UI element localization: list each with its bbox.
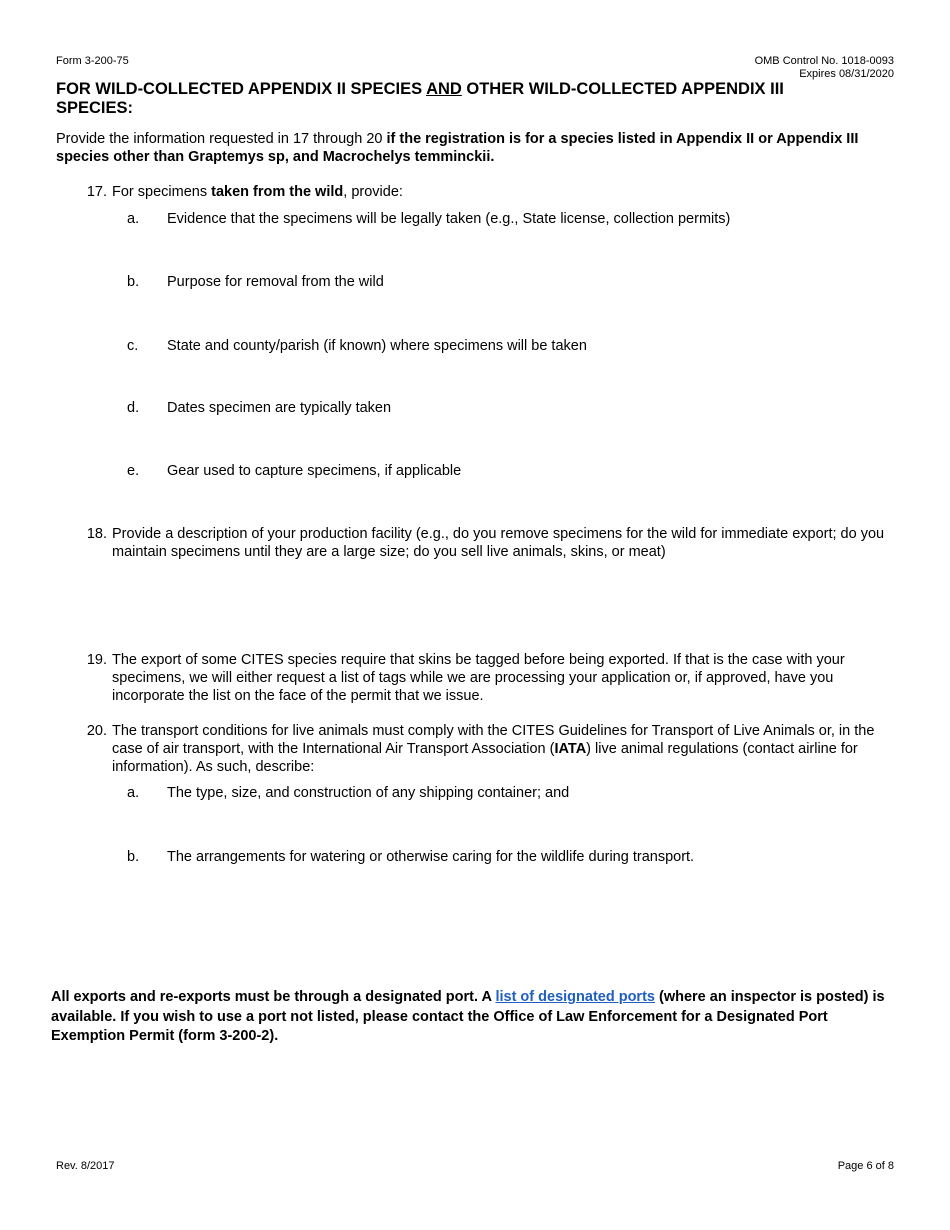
- question-17: [0, 183, 950, 203]
- question-17-number: 17.: [86, 184, 107, 200]
- q17-c-text: State and county/parish (if known) where specimens will be taken: [167, 338, 587, 354]
- q20-a-text: The type, size, and construction of any shipping container; and: [167, 785, 570, 801]
- section-title: [56, 80, 826, 118]
- note-post: (where an inspector is posted) is available. If you wish to use a port not listed, please contact the Office of Law Enforcement for a Designated Port Exemption Permit (form 3-200-2).: [51, 989, 885, 1044]
- question-20-text: [112, 722, 902, 776]
- intro-bold: if the registration is for a species listed in Appendix II or Appendix III species other than Graptemys sp, and Macrochelys temminckii.: [56, 131, 859, 165]
- question-20-bold: IATA: [554, 741, 587, 757]
- intro-paragraph: [56, 130, 896, 166]
- page-number: Page 6 of 8: [837, 1160, 894, 1172]
- question-17-text: [112, 183, 902, 201]
- designated-port-note: [51, 988, 901, 1047]
- question-19: [0, 651, 950, 707]
- title-and-underlined: AND: [426, 80, 462, 98]
- q17-d-text: Dates specimen are typically taken: [167, 400, 392, 416]
- question-18: [0, 525, 950, 565]
- q17-d-letter: d.: [127, 400, 140, 416]
- question-20-pre: The transport conditions for live animals must comply with the CITES Guidelines for Transport of Live Animals or, in the case of air transport, with the International Air Transport Association (: [112, 723, 875, 757]
- intro-plain: Provide the information requested in 17 through 20: [56, 131, 387, 147]
- q17-a-letter: a.: [127, 211, 140, 227]
- q17-e-letter: e.: [127, 463, 140, 479]
- title-part2: OTHER WILD-COLLECTED APPENDIX III SPECIES:: [56, 80, 784, 117]
- question-19-text: The export of some CITES species require that skins be tagged before being exported. If that is the case with your specimens, we will either request a list of tags while we are processing your application or, if approved, have you incorporate the list on the face of the permit that we issue.: [112, 652, 845, 704]
- question-17-bold: taken from the wild: [211, 184, 344, 200]
- designated-ports-link[interactable]: list of designated ports: [495, 989, 655, 1005]
- question-20: [0, 722, 950, 778]
- note-pre: All exports and re-exports must be through a designated port. A: [51, 989, 496, 1005]
- omb-info: [755, 55, 894, 81]
- expiration-date: Expires 08/31/2020: [799, 68, 894, 80]
- omb-control-number: OMB Control No. 1018-0093: [754, 55, 894, 67]
- q20-b-text: The arrangements for watering or otherwise caring for the wildlife during transport.: [167, 849, 695, 865]
- question-17-pre: For specimens: [112, 184, 212, 200]
- question-17-post: , provide:: [343, 184, 403, 200]
- question-19-number: 19.: [86, 652, 107, 668]
- q20-b-letter: b.: [127, 849, 140, 865]
- q17-b-letter: b.: [127, 274, 140, 290]
- revision-date: Rev. 8/2017: [56, 1160, 115, 1172]
- q17-e-text: Gear used to capture specimens, if applicable: [167, 463, 462, 479]
- question-18-number: 18.: [86, 526, 107, 542]
- q17-c-letter: c.: [127, 338, 139, 354]
- q20-a-letter: a.: [127, 785, 140, 801]
- q17-b-text: Purpose for removal from the wild: [167, 274, 384, 290]
- question-20-number: 20.: [86, 723, 107, 739]
- title-part1: FOR WILD-COLLECTED APPENDIX II SPECIES: [56, 80, 427, 98]
- q17-a-text: Evidence that the specimens will be legally taken (e.g., State license, collection permits): [167, 211, 731, 227]
- form-number: Form 3-200-75: [56, 55, 129, 67]
- question-18-text: Provide a description of your production facility (e.g., do you remove specimens for the wild for immediate export; do you maintain specimens until they are a large size; do you sell live animals, skins, or meat): [112, 526, 885, 560]
- question-20-post: ) live animal regulations (contact airline for information). As such, describe:: [112, 741, 858, 775]
